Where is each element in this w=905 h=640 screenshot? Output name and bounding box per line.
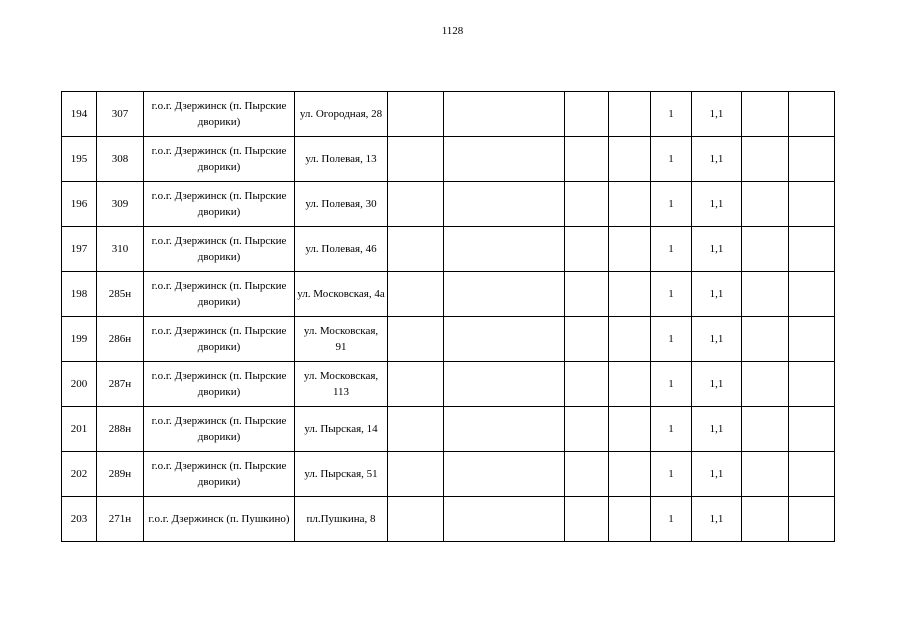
settlement-cell: г.о.г. Дзержинск (п. Пырские дворики)	[144, 182, 295, 227]
empty-cell	[742, 272, 789, 317]
value-cell: 1,1	[692, 497, 742, 542]
count-cell: 1	[651, 452, 692, 497]
count-cell: 1	[651, 407, 692, 452]
empty-cell	[789, 452, 835, 497]
address-cell: ул. Полевая, 30	[295, 182, 388, 227]
empty-cell	[789, 362, 835, 407]
row-number-cell: 203	[62, 497, 97, 542]
empty-cell	[388, 137, 444, 182]
count-cell: 1	[651, 497, 692, 542]
empty-cell	[444, 497, 565, 542]
empty-cell	[565, 182, 609, 227]
table-row	[62, 497, 835, 542]
empty-cell	[742, 407, 789, 452]
settlement-cell: г.о.г. Дзержинск (п. Пырские дворики)	[144, 137, 295, 182]
empty-cell	[388, 182, 444, 227]
address-cell: ул. Огородная, 28	[295, 92, 388, 137]
code-cell: 286н	[97, 317, 144, 362]
code-cell: 271н	[97, 497, 144, 542]
settlement-cell: г.о.г. Дзержинск (п. Пырские дворики)	[144, 452, 295, 497]
address-cell: ул. Полевая, 13	[295, 137, 388, 182]
empty-cell	[565, 137, 609, 182]
empty-cell	[444, 272, 565, 317]
empty-cell	[609, 137, 651, 182]
empty-cell	[789, 137, 835, 182]
empty-cell	[565, 452, 609, 497]
empty-cell	[789, 92, 835, 137]
address-cell: ул. Московская, 4а	[295, 272, 388, 317]
empty-cell	[388, 317, 444, 362]
empty-cell	[609, 182, 651, 227]
empty-cell	[388, 272, 444, 317]
empty-cell	[789, 407, 835, 452]
empty-cell	[609, 317, 651, 362]
empty-cell	[789, 227, 835, 272]
page-number: 1128	[441, 25, 464, 37]
empty-cell	[565, 272, 609, 317]
empty-cell	[609, 362, 651, 407]
settlement-cell: г.о.г. Дзержинск (п. Пырские дворики)	[144, 317, 295, 362]
empty-cell	[609, 272, 651, 317]
address-cell: ул. Пырская, 51	[295, 452, 388, 497]
code-cell: 288н	[97, 407, 144, 452]
empty-cell	[444, 452, 565, 497]
settlement-cell: г.о.г. Дзержинск (п. Пырские дворики)	[144, 227, 295, 272]
empty-cell	[742, 317, 789, 362]
empty-cell	[742, 182, 789, 227]
table-row	[62, 137, 835, 182]
address-cell: ул. Полевая, 46	[295, 227, 388, 272]
empty-cell	[742, 362, 789, 407]
row-number-cell: 197	[62, 227, 97, 272]
empty-cell	[565, 497, 609, 542]
address-cell: ул. Пырская, 14	[295, 407, 388, 452]
table-row	[62, 272, 835, 317]
empty-cell	[742, 137, 789, 182]
empty-cell	[388, 407, 444, 452]
value-cell: 1,1	[692, 362, 742, 407]
value-cell: 1,1	[692, 137, 742, 182]
count-cell: 1	[651, 137, 692, 182]
row-number-cell: 200	[62, 362, 97, 407]
empty-cell	[789, 317, 835, 362]
empty-cell	[444, 92, 565, 137]
empty-cell	[742, 227, 789, 272]
empty-cell	[565, 317, 609, 362]
empty-cell	[609, 227, 651, 272]
table-row	[62, 362, 835, 407]
empty-cell	[388, 227, 444, 272]
row-number-cell: 201	[62, 407, 97, 452]
empty-cell	[609, 92, 651, 137]
row-number-cell: 202	[62, 452, 97, 497]
address-cell: ул. Московская, 91	[295, 317, 388, 362]
value-cell: 1,1	[692, 317, 742, 362]
row-number-cell: 196	[62, 182, 97, 227]
count-cell: 1	[651, 362, 692, 407]
row-number-cell: 199	[62, 317, 97, 362]
settlement-cell: г.о.г. Дзержинск (п. Пушкино)	[144, 497, 295, 542]
address-cell: ул. Московская, 113	[295, 362, 388, 407]
empty-cell	[444, 137, 565, 182]
empty-cell	[388, 497, 444, 542]
settlement-cell: г.о.г. Дзержинск (п. Пырские дворики)	[144, 92, 295, 137]
empty-cell	[609, 452, 651, 497]
code-cell: 309	[97, 182, 144, 227]
table-body	[62, 92, 835, 542]
empty-cell	[444, 407, 565, 452]
table-row	[62, 92, 835, 137]
empty-cell	[388, 452, 444, 497]
empty-cell	[565, 92, 609, 137]
value-cell: 1,1	[692, 407, 742, 452]
code-cell: 289н	[97, 452, 144, 497]
empty-cell	[444, 317, 565, 362]
table-row	[62, 317, 835, 362]
settlement-cell: г.о.г. Дзержинск (п. Пырские дворики)	[144, 272, 295, 317]
empty-cell	[565, 407, 609, 452]
count-cell: 1	[651, 317, 692, 362]
code-cell: 287н	[97, 362, 144, 407]
code-cell: 285н	[97, 272, 144, 317]
empty-cell	[789, 272, 835, 317]
empty-cell	[565, 227, 609, 272]
value-cell: 1,1	[692, 227, 742, 272]
table-row	[62, 182, 835, 227]
address-cell: пл.Пушкина, 8	[295, 497, 388, 542]
row-number-cell: 194	[62, 92, 97, 137]
table-row	[62, 227, 835, 272]
empty-cell	[609, 497, 651, 542]
count-cell: 1	[651, 227, 692, 272]
register-table	[61, 91, 835, 542]
settlement-cell: г.о.г. Дзержинск (п. Пырские дворики)	[144, 362, 295, 407]
count-cell: 1	[651, 182, 692, 227]
value-cell: 1,1	[692, 272, 742, 317]
empty-cell	[742, 497, 789, 542]
empty-cell	[444, 362, 565, 407]
value-cell: 1,1	[692, 182, 742, 227]
empty-cell	[609, 407, 651, 452]
settlement-cell: г.о.г. Дзержинск (п. Пырские дворики)	[144, 407, 295, 452]
value-cell: 1,1	[692, 452, 742, 497]
count-cell: 1	[651, 272, 692, 317]
row-number-cell: 198	[62, 272, 97, 317]
count-cell: 1	[651, 92, 692, 137]
code-cell: 307	[97, 92, 144, 137]
empty-cell	[789, 182, 835, 227]
row-number-cell: 195	[62, 137, 97, 182]
empty-cell	[388, 92, 444, 137]
empty-cell	[565, 362, 609, 407]
table-row	[62, 452, 835, 497]
value-cell: 1,1	[692, 92, 742, 137]
empty-cell	[388, 362, 444, 407]
empty-cell	[444, 227, 565, 272]
empty-cell	[742, 92, 789, 137]
code-cell: 310	[97, 227, 144, 272]
empty-cell	[444, 182, 565, 227]
code-cell: 308	[97, 137, 144, 182]
empty-cell	[789, 497, 835, 542]
table-row	[62, 407, 835, 452]
empty-cell	[742, 452, 789, 497]
